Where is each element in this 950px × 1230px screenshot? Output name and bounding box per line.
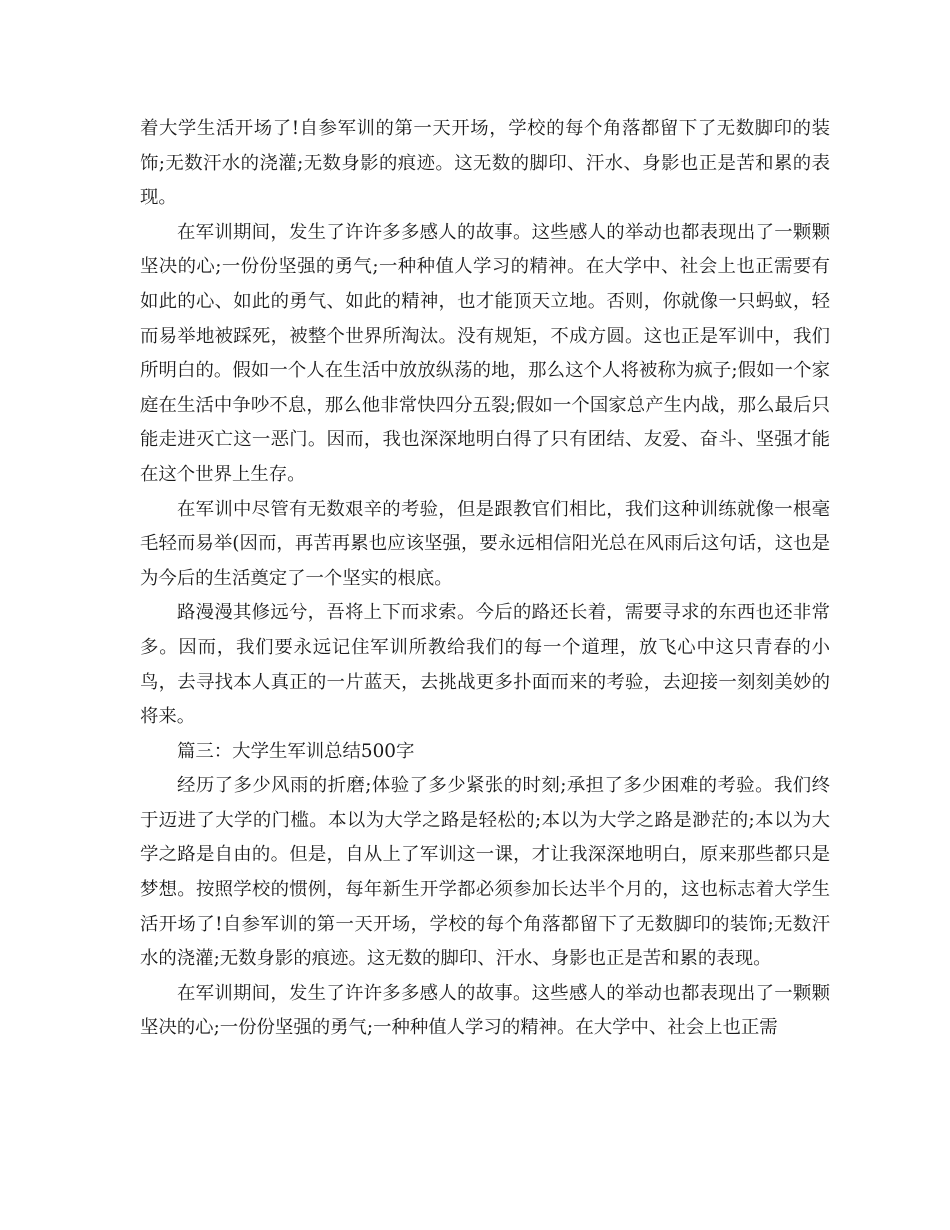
section-heading: 篇三：大学生军训总结500字 — [177, 740, 415, 762]
paragraph-3: 在军训中尽管有无数艰辛的考验，但是跟教官们相比，我们这种训练就像一根毫毛轻而易举(因而，再苦再累也应该坚强，要永远相信阳光总在风雨后这句话，这也是为今后的生活奠定了一个坚实的根底。 — [140, 498, 830, 589]
paragraph-5: 经历了多少风雨的折磨;体验了多少紧张的时刻;承担了多少困难的考验。我们终于迈进了大学的门槛。本以为大学之路是轻松的;本以为大学之路是渺茫的;本以为大学之路是自由的。但是，自从上了军训这一课，才让我深深地明白，原来那些都只是梦想。按照学校的惯例，每年新生开学都必须参加长达半个月的，这也标志着大学生活开场了!自参军训的第一天开场，学校的每个角落都留下了无数脚印的装饰;无数汗水的浇灌;无数身影的痕迹。这无数的脚印、汗水、身影也正是苦和累的表现。 — [140, 775, 830, 970]
document-body — [140, 112, 830, 1046]
paragraph-2: 在军训期间，发生了许许多多感人的故事。这些感人的举动也都表现出了一颗颗坚决的心;一份份坚强的勇气;一种种值人学习的精神。在大学中、社会上也正需要有如此的心、如此的勇气、如此的精神，也才能顶天立地。否则，你就像一只蚂蚁，轻而易举地被踩死，被整个世界所淘汰。没有规矩，不成方圆。这也正是军训中，我们所明白的。假如一个人在生活中放放纵荡的地，那么这个人将被称为疯子;假如一个家庭在生活中争吵不息，那么他非常快四分五裂;假如一个国家总产生内战，那么最后只能走进灭亡这一恶门。因而，我也深深地明白得了只有团结、友爱、奋斗、坚强才能在这个世界上生存。 — [140, 221, 830, 485]
paragraph-1: 着大学生活开场了!自参军训的第一天开场，学校的每个角落都留下了无数脚印的装饰;无数汗水的浇灌;无数身影的痕迹。这无数的脚印、汗水、身影也正是苦和累的表现。 — [140, 118, 830, 209]
paragraph-4: 路漫漫其修远兮，吾将上下而求索。今后的路还长着，需要寻求的东西也还非常多。因而，我们要永远记住军训所教给我们的每一个道理，放飞心中这只青春的小鸟，去寻找本人真正的一片蓝天，去挑战更多扑面而来的考验，去迎接一刻刻美妙的将来。 — [140, 602, 830, 728]
paragraph-6: 在军训期间，发生了许许多多感人的故事。这些感人的举动也都表现出了一颗颗坚决的心;一份份坚强的勇气;一种种值人学习的精神。在大学中、社会上也正需 — [140, 982, 830, 1039]
